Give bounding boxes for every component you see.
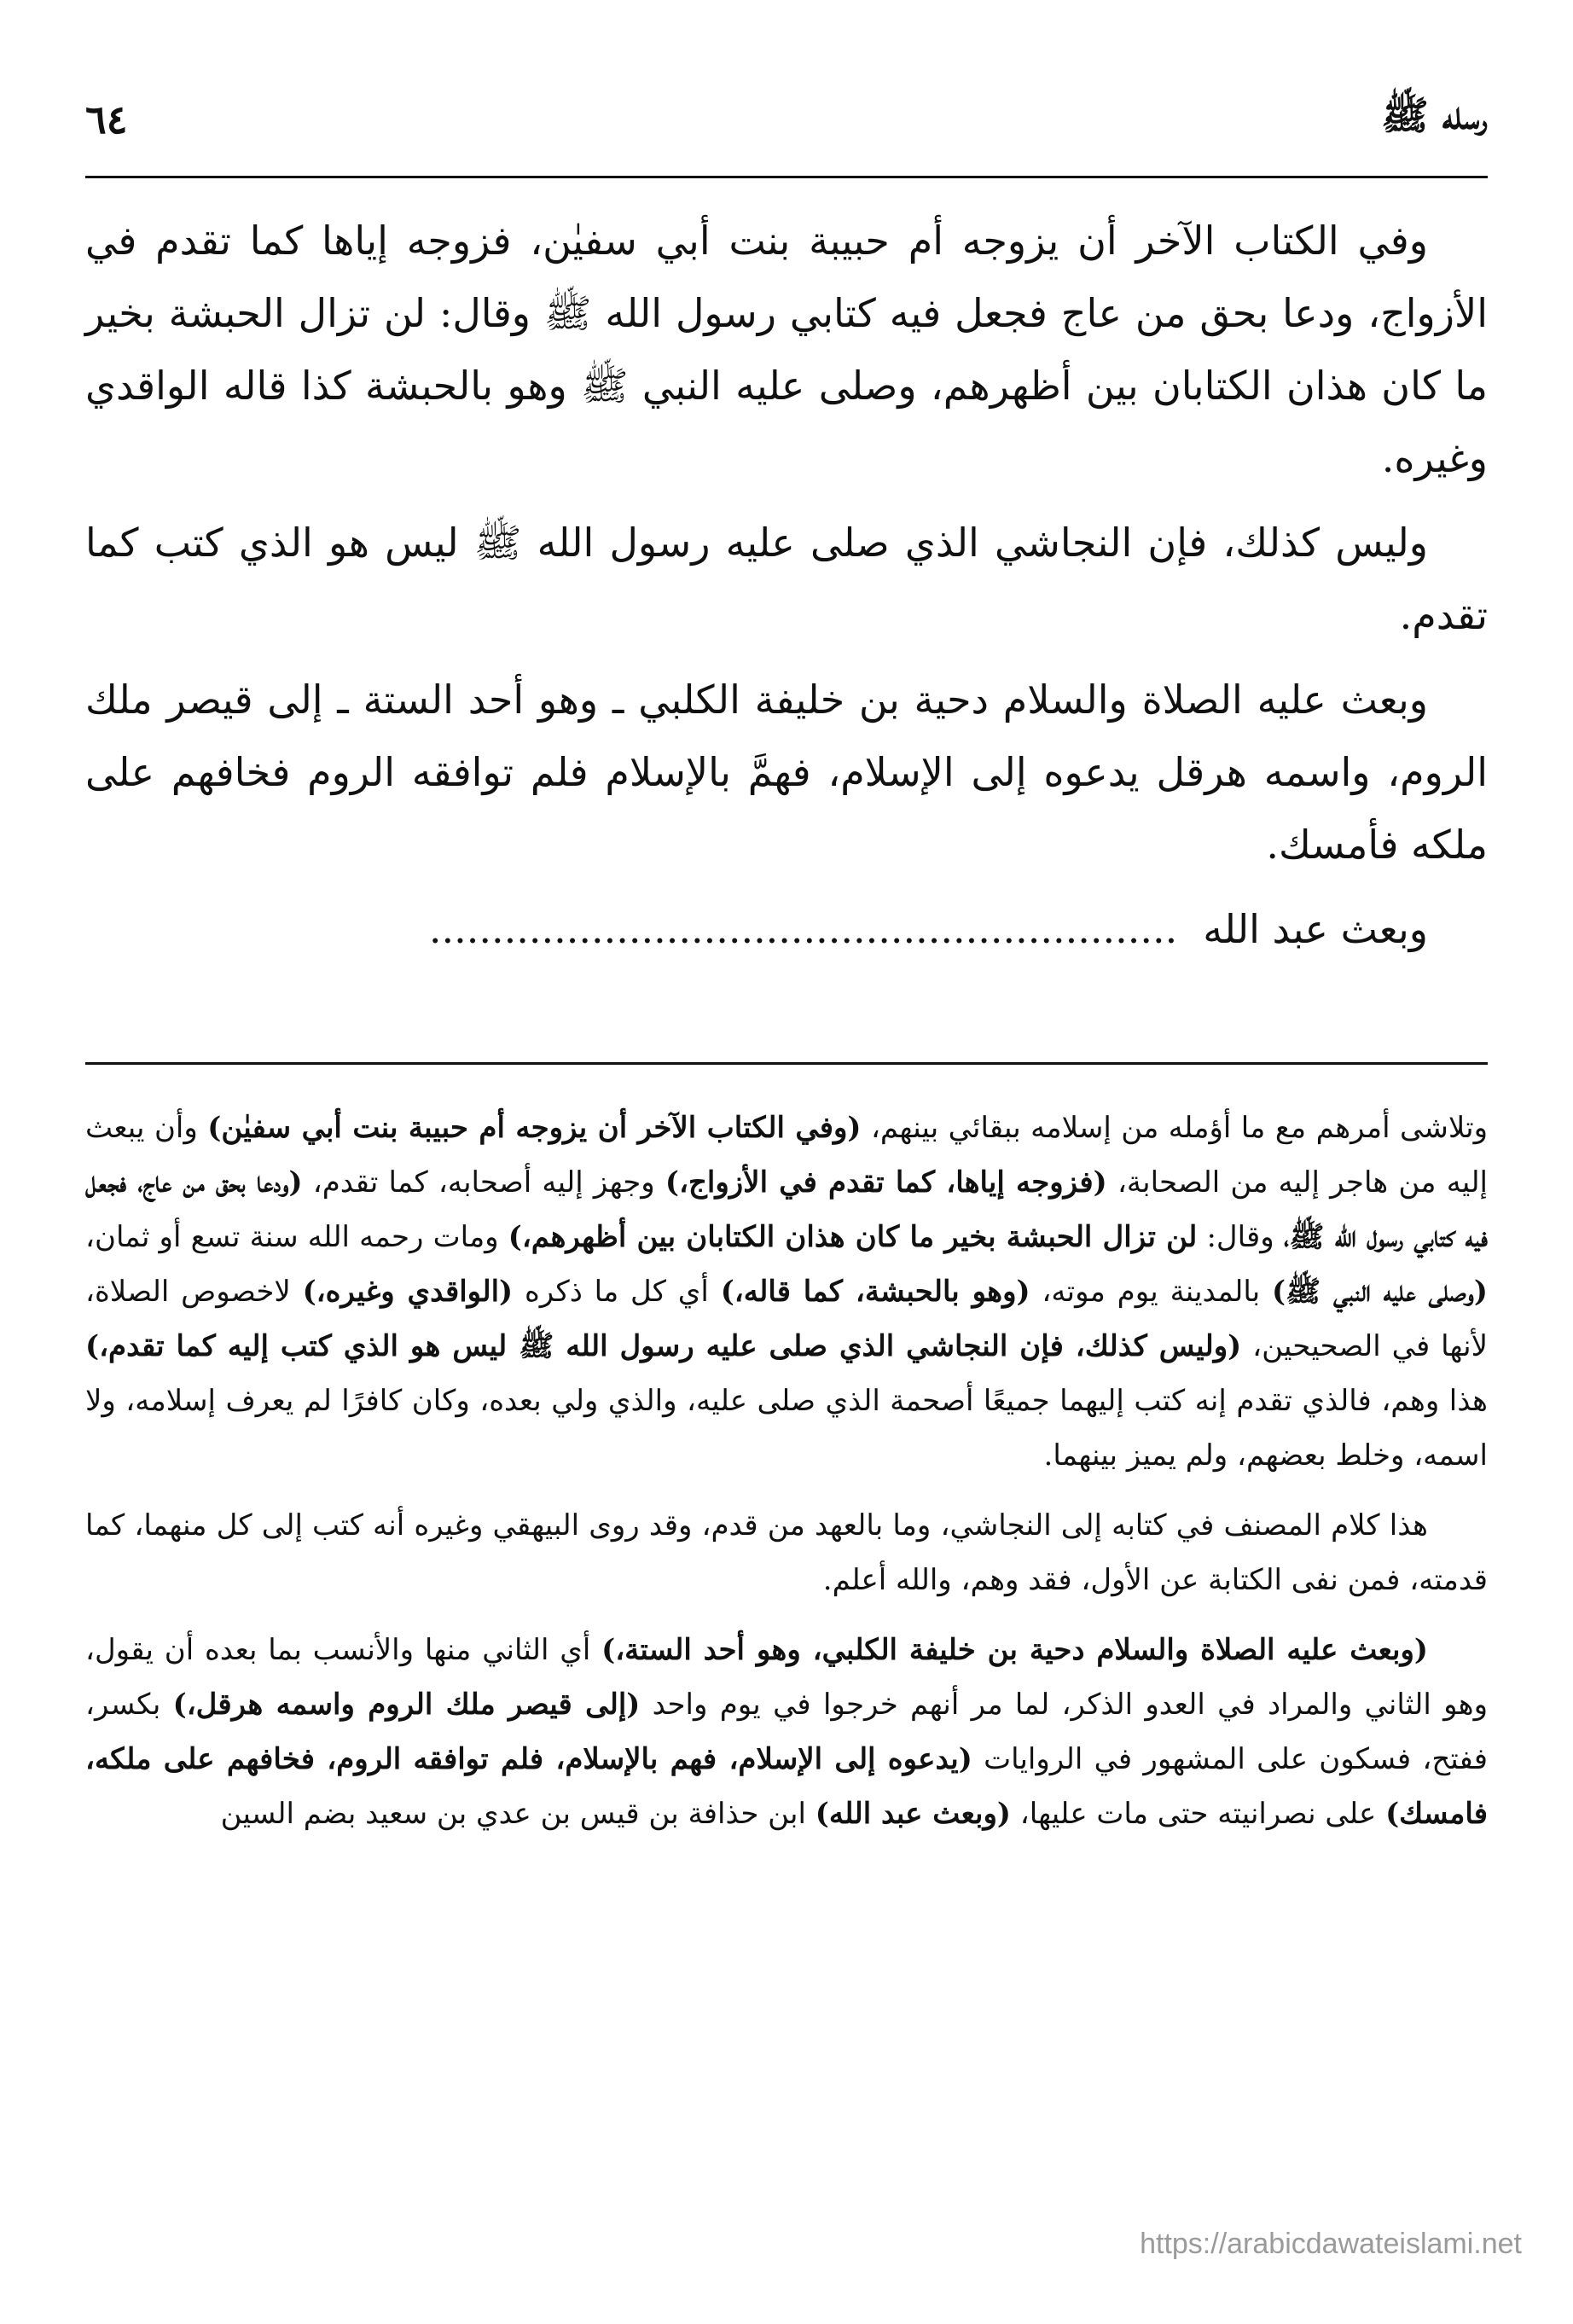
quoted-main-text: (وبعث عليه الصلاة والسلام دحية بن خليفة الكلبي، وهو أحد الستة،)	[601, 1633, 1428, 1667]
running-title: رسله ﷺ	[1381, 91, 1488, 138]
main-paragraph-2: وليس كذلك، فإن النجاشي الذي صلى عليه رسول الله ﷺ ليس هو الذي كتب كما تقدم.	[85, 520, 1488, 638]
commentary-run: بالمدينة يوم موته،	[1030, 1275, 1273, 1309]
quoted-main-text: (إلى قيصر ملك الروم واسمه هرقل،)	[172, 1688, 641, 1722]
commentary-run: وأن يبعث إليه من هاجر إليه من الصحابة،	[85, 1111, 1488, 1200]
watermark: https://arabicdawateislami.net	[1140, 2228, 1522, 2260]
quoted-main-text: (ودعا بحق من عاج، فجعل فيه كتابي رسول الله ﷺ،	[85, 1165, 1488, 1254]
commentary-run: بكسر، ففتح، فسكون على المشهور في الروايات	[85, 1688, 1488, 1776]
commentary-paragraph-2: هذا كلام المصنف في كتابه إلى النجاشي، وما بالعهد من قدم، وقد روى البيهقي وغيره أنه كتب إلى كل منهما، كما قدمته، فمن نفى الكتابة عن الأول، فقد وهم، والله أعلم.	[85, 1508, 1488, 1597]
quoted-main-text: (فزوجه إياها، كما تقدم في الأزواج،)	[665, 1165, 1107, 1200]
quoted-main-text: (الواقدي وغيره،)	[302, 1275, 514, 1309]
continuation-dots: ............................................................	[428, 906, 1178, 952]
main-text	[85, 205, 1488, 978]
commentary-run: وجهز إليه أصحابه، كما تقدم،	[302, 1165, 665, 1200]
quoted-main-text: لن تزال الحبشة بخير ما كان هذان الكتابان بين أظهرهم،)	[508, 1220, 1198, 1254]
header-rule	[85, 176, 1488, 178]
commentary-run: وتلاشى أمرهم مع ما أؤمله من إسلامه ببقائي بينهم،	[861, 1111, 1488, 1145]
page-number: ٦٤	[85, 96, 128, 142]
quoted-main-text: (وهو بالحبشة، كما قاله،)	[720, 1275, 1030, 1309]
commentary-run: على نصرانيته حتى مات عليها،	[1010, 1797, 1386, 1831]
main-paragraph-4-text: وبعث عبد الله	[1203, 906, 1428, 952]
quoted-main-text: (وصلى عليه النبي ﷺ)	[1272, 1275, 1488, 1309]
commentary-run: لاخصوص الصلاة، لأنها في الصحيحين،	[85, 1275, 1488, 1363]
commentary-run: ابن حذافة بن قيس بن عدي بن سعيد بضم السين	[220, 1797, 816, 1831]
commentary-text	[85, 1101, 1488, 1856]
commentary-run: أي الثاني منها والأنسب بما بعده أن يقول، وهو الثاني والمراد في العدو الذكر، لما مر أنهم خرجوا في يوم واحد	[85, 1633, 1488, 1722]
main-paragraph-3: وبعث عليه الصلاة والسلام دحية بن خليفة الكلبي ـ وهو أحد الستة ـ إلى قيصر ملك الروم، واسمه هرقل يدعوه إلى الإسلام، فهمَّ بالإسلام فلم توافقه الروم فخافهم على ملكه فأمسك.	[85, 677, 1488, 868]
commentary-paragraph-1	[85, 1101, 1488, 1483]
commentary-run: هذا وهم، فالذي تقدم إنه كتب إليهما جميعًا أصحمة الذي صلى عليه، والذي ولي بعده، وكان كافرًا لم يعرف إسلامه، ولا اسمه، وخلط بعضهم، ولم يميز بينهما.	[85, 1384, 1488, 1473]
page-header	[85, 85, 1488, 154]
commentary-paragraph-3	[85, 1623, 1488, 1841]
quoted-main-text: (يدعوه إلى الإسلام، فهم بالإسلام، فلم توافقه الروم، فخافهم على ملكه، فامسك)	[85, 1742, 1488, 1831]
commentary-run: ومات رحمه الله سنة تسع أو ثمان،	[85, 1220, 508, 1254]
main-paragraph-4	[85, 893, 1488, 966]
quoted-main-text: (وليس كذلك، فإن النجاشي الذي صلى عليه رسول الله ﷺ ليس هو الذي كتب إليه كما تقدم،)	[85, 1329, 1242, 1363]
commentary-separator	[85, 1062, 1488, 1065]
quoted-main-text: (وبعث عبد الله)	[815, 1797, 1011, 1831]
commentary-run: وقال:	[1197, 1220, 1284, 1254]
commentary-run: أي كل ما ذكره	[513, 1275, 721, 1309]
quoted-main-text: (وفي الكتاب الآخر أن يزوجه أم حبيبة بنت أبي سفيٰن)	[207, 1111, 862, 1145]
main-paragraph-1: وفي الكتاب الآخر أن يزوجه أم حبيبة بنت أبي سفيٰن، فزوجه إياها كما تقدم في الأزواج، ودعا بحق من عاج فجعل فيه كتابي رسول الله ﷺ وقال: لن تزال الحبشة بخير ما كان هذان الكتابان بين أظهرهم، وصلى عليه النبي ﷺ وهو بالحبشة كذا قاله الواقدي وغيره.	[85, 218, 1488, 481]
